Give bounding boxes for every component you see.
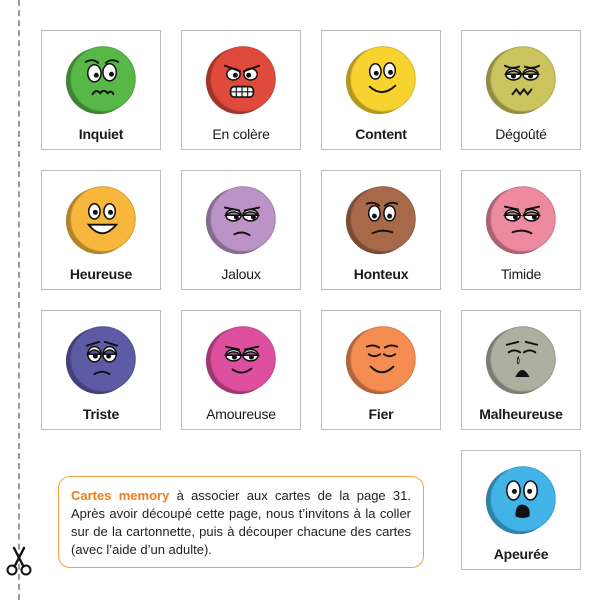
scissors-icon	[6, 546, 32, 576]
card-label: Dégoûté	[495, 126, 547, 142]
card-label: Inquiet	[78, 126, 124, 142]
emotion-card-honteux[interactable]	[321, 170, 441, 290]
card-label: Apeurée	[493, 546, 549, 562]
card-label: Content	[355, 126, 407, 142]
card-label: En colère	[212, 126, 270, 142]
card-label: Honteux	[353, 266, 409, 282]
proud-face-icon	[344, 321, 420, 397]
angry-face-icon	[204, 41, 280, 117]
emotion-card-en-colere[interactable]	[181, 30, 301, 150]
emotion-card-fier[interactable]	[321, 310, 441, 430]
note-text: à associer aux cartes de la page 31. Après avoir découpé cette page, nous t’invitons à la coller sur de la cartonnette, puis à découper chacune des cartes (avec l’aide d’un adulte).	[71, 488, 411, 557]
instructions-note	[58, 476, 424, 568]
disgusted-face-icon	[484, 41, 560, 117]
card-label: Fier	[368, 406, 394, 422]
miserable-face-icon	[484, 321, 560, 397]
emotion-card-malheureuse[interactable]	[461, 310, 581, 430]
card-label: Heureuse	[69, 266, 133, 282]
jealous-face-icon	[204, 181, 280, 257]
card-label: Jaloux	[221, 266, 261, 282]
card-label: Malheureuse	[479, 406, 563, 422]
cut-line	[18, 0, 20, 600]
joyful-face-icon	[64, 181, 140, 257]
inlove-face-icon	[204, 321, 280, 397]
note-highlight: Cartes memory	[71, 488, 170, 503]
shy-face-icon	[484, 181, 560, 257]
emotion-card-jaloux[interactable]	[181, 170, 301, 290]
sad-face-icon	[64, 321, 140, 397]
emotion-card-apeuree[interactable]	[461, 450, 581, 570]
emotion-card-degoute[interactable]	[461, 30, 581, 150]
emotion-card-content[interactable]	[321, 30, 441, 150]
card-label: Timide	[500, 266, 542, 282]
ashamed-face-icon	[344, 181, 420, 257]
happy-face-icon	[344, 41, 420, 117]
scared-face-icon	[484, 461, 560, 537]
card-label: Amoureuse	[206, 406, 276, 422]
emotion-card-amoureuse[interactable]	[181, 310, 301, 430]
worried-face-icon	[64, 41, 140, 117]
emotion-card-heureuse[interactable]	[41, 170, 161, 290]
card-label: Triste	[82, 406, 120, 422]
emotion-card-triste[interactable]	[41, 310, 161, 430]
emotion-card-inquiet[interactable]	[41, 30, 161, 150]
emotion-card-timide[interactable]	[461, 170, 581, 290]
